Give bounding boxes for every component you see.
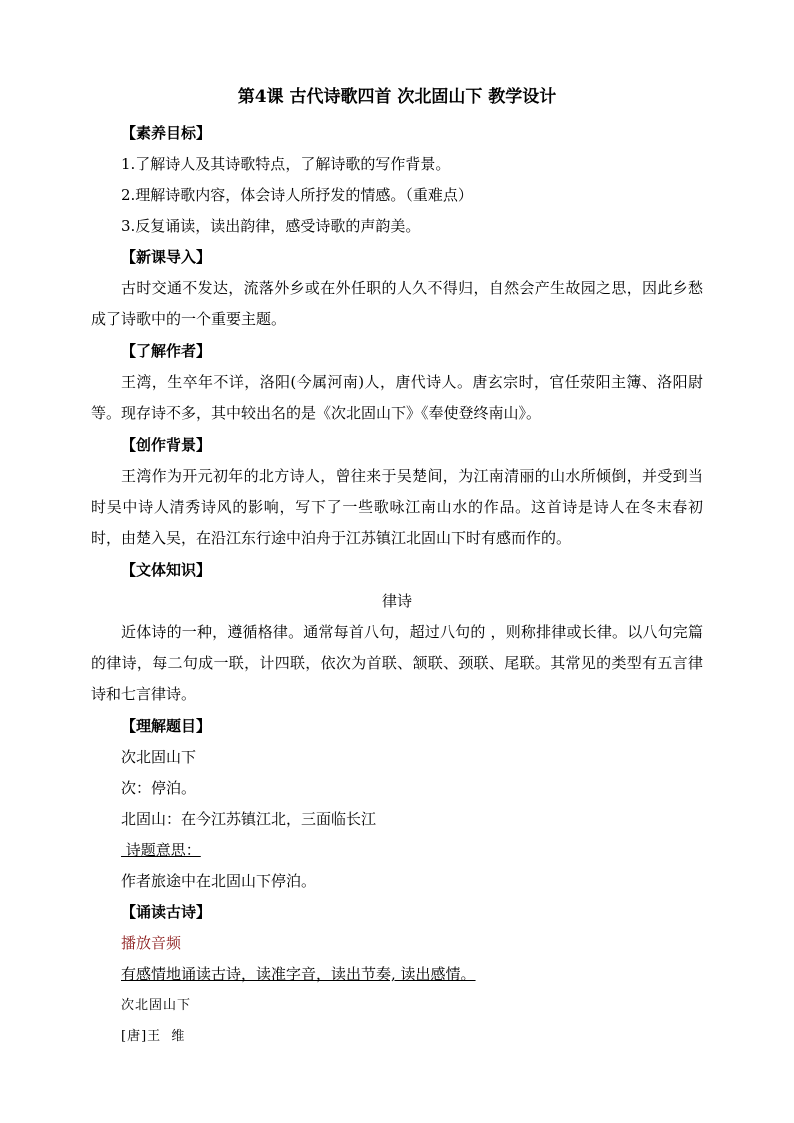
goal-item-3: 3.反复诵读，读出韵律，感受诗歌的声韵美。 xyxy=(121,217,421,235)
genre-paragraph: 近体诗的一种，遵循格律。通常每首八句，超过八句的 ，则称排律或长律。以八句完篇的律诗，每二句成一联，计四联，依次为首联、颔联、颈联、尾联。其常见的类型有五言律诗和七言律诗。 xyxy=(91,623,703,703)
section-heading-intro: 【新课导入】 xyxy=(121,248,212,266)
term-ci-line: 次：停泊。 xyxy=(121,779,197,797)
genre-subtitle: 律诗 xyxy=(381,592,412,610)
section-heading-recite: 【诵读古诗】 xyxy=(121,903,212,921)
play-audio-link[interactable]: 播放音频 xyxy=(121,934,182,952)
section-heading-title-meaning: 【理解题目】 xyxy=(121,717,212,735)
title-meaning-text: 作者旅途中在北固山下停泊。 xyxy=(121,872,317,890)
page-title: 第4课 古代诗歌四首 次北固山下 教学设计 xyxy=(237,87,557,107)
author-paragraph: 王湾，生卒年不详，洛阳(今属河南)人，唐代诗人。唐玄宗时，官任荥阳主簿、洛阳尉等。现存诗不多，其中较出名的是《次北固山下》《奉使登终南山》。 xyxy=(91,373,703,422)
section-heading-genre: 【文体知识】 xyxy=(121,561,212,579)
goal-item-2: 2.理解诗歌内容，体会诗人所抒发的情感。（重难点） xyxy=(121,186,473,204)
goal-item-1: 1.了解诗人及其诗歌特点，了解诗歌的写作背景。 xyxy=(121,155,451,173)
poem-title-line: 次北固山下 xyxy=(121,748,197,766)
background-paragraph: 王湾作为开元初年的北方诗人，曾往来于吴楚间，为江南清丽的山水所倾倒，并受到当时吴中诗人清秀诗风的影响，写下了一些歌咏江南山水的作品。这首诗是诗人在冬末春初时，由楚入吴，在沿江东行途中泊舟于江苏镇江北固山下时有感而作的。 xyxy=(91,467,703,547)
poem-heading: 次北固山下 xyxy=(121,998,192,1013)
recite-instruction: 有感情地诵读古诗，读准字音，读出节奏, 读出感情。 xyxy=(121,965,476,983)
term-beigushan-line: 北固山：在今江苏镇江北，三面临长江 xyxy=(121,810,377,828)
section-heading-background: 【创作背景】 xyxy=(121,436,212,454)
section-heading-author: 【了解作者】 xyxy=(121,342,212,360)
intro-paragraph: 古时交通不发达，流落外乡或在外任职的人久不得归，自然会产生故园之思，因此乡愁成了诗歌中的一个重要主题。 xyxy=(91,279,703,328)
section-heading-goals: 【素养目标】 xyxy=(121,124,212,142)
title-meaning-label: 诗题意思： xyxy=(121,841,201,859)
poem-author: [唐]王 维 xyxy=(121,1029,186,1044)
